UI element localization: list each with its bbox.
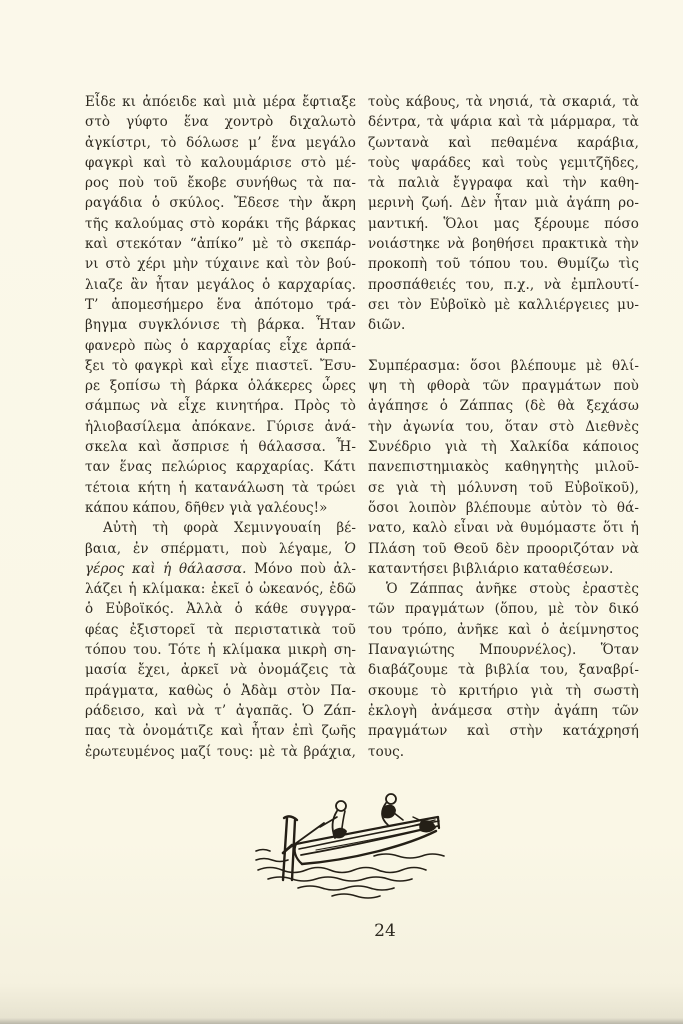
text-segment: βαια, ἐν σπέρματι, ποὺ λέγαμε,	[85, 540, 345, 557]
text-line	[368, 518, 639, 538]
text-line	[368, 173, 639, 193]
text-segment: στὸ γύφτο ἕνα χοντρὸ διχαλωτὸ	[85, 114, 356, 131]
text-line	[368, 742, 639, 762]
text-segment: μασία ἔχει, ἀρκεῖ νὰ ὀνομάζεις τὰ	[85, 662, 356, 679]
text-segment: Συνέδριο γιὰ τὴ Χαλκίδα κάποιος	[368, 439, 639, 456]
text-segment: ράδεισο, καὶ νὰ τ’ ἀγαπᾶς. Ὁ Ζάπ-	[85, 702, 356, 719]
text-line	[368, 214, 639, 234]
text-segment: ἀγκίστρι, τὸ δόλωσε μ’ ἕνα μεγάλο	[85, 134, 356, 151]
text-line	[368, 193, 639, 213]
text-line	[85, 234, 356, 254]
text-line	[85, 599, 356, 619]
text-segment: Ὁ Ζάππας ἀνῆκε στοὺς ἐραστὲς	[386, 581, 639, 598]
text-segment: βηγμα συγκλόνισε τὴ βάρκα. Ἦταν	[85, 317, 356, 334]
text-segment: γέρος καὶ ἡ θάλασσα.	[85, 560, 247, 577]
text-segment: σκελα καὶ ἄσπρισε ἡ θάλασσα. Ἦ-	[85, 439, 356, 456]
text-line	[368, 701, 639, 721]
text-segment: πράγματα, καθὼς ὁ Ἀδὰμ στὸν Πα-	[85, 682, 356, 699]
text-columns	[85, 92, 639, 762]
right-column	[368, 92, 639, 762]
text-segment: Εἶδε κι ἀπόειδε καὶ μιὰ μέρα ἔφτιαξε	[85, 94, 356, 110]
text-segment: πανεπιστημιακὸς καθηγητὴς μιλοῦ-	[368, 459, 639, 476]
text-line	[368, 478, 639, 498]
text-line	[368, 660, 639, 680]
text-line	[85, 660, 356, 680]
text-segment: Τ’ ἀπομεσήμερο ἕνα ἀπότομο τρά-	[85, 296, 356, 313]
text-line	[368, 437, 639, 457]
text-segment: ἐρωτευμένος μαζί τους: μὲ τὰ βράχια,	[85, 743, 356, 760]
text-segment: ταν ἕνας πελώριος καρχαρίας. Κάτι	[85, 459, 356, 476]
text-segment: σει τὸν Εὐβοϊκὸ μὲ καλλιέργειες μυ-	[368, 296, 639, 313]
text-segment: τὰ παλιὰ ἔγγραφα καὶ τὴν καθη-	[368, 175, 639, 192]
text-segment: Πλάση τοῦ Θεοῦ δὲν προοριζόταν νὰ	[368, 540, 639, 557]
text-line	[368, 315, 639, 335]
text-line	[368, 153, 639, 173]
text-segment: διῶν.	[368, 317, 406, 334]
text-line	[368, 396, 639, 416]
text-segment: τους.	[368, 743, 405, 760]
text-segment: σε γιὰ τὴ μόλυνση τοῦ Εὐβοϊκοῦ),	[368, 479, 639, 496]
text-segment: πραγμάτων καὶ στὴν κατάχρησή	[368, 723, 639, 740]
text-line	[368, 640, 639, 660]
text-line	[85, 478, 356, 498]
text-line	[368, 336, 639, 356]
text-segment: πας τὰ ὀνομάτιζε καὶ ἦταν ἐπὶ ζωῆς	[85, 723, 356, 740]
text-line	[85, 742, 356, 762]
text-line	[85, 376, 356, 396]
text-segment: ἡλιοβασίλεμα ἀπόκανε. Γύρισε ἀνά-	[85, 418, 356, 435]
text-line	[85, 193, 356, 213]
text-segment: σκουμε τὸ κριτήριο γιὰ τὴ σωστὴ	[368, 682, 639, 699]
text-segment: τοὺς κάβους, τὰ νησιά, τὰ σκαριά, τὰ	[368, 94, 639, 110]
text-line	[85, 579, 356, 599]
text-line	[85, 254, 356, 274]
text-segment: τῆς καλούμας στὸ κοράκι τῆς βάρκας	[85, 215, 356, 232]
text-segment: μερινὴ ζωή. Δὲν ἦταν μιὰ ἀγάπη ρο-	[368, 195, 639, 212]
text-segment: διαβάζουμε τὰ βιβλία του, ξαναβρί-	[368, 662, 639, 679]
text-line	[85, 356, 356, 376]
text-line	[85, 173, 356, 193]
text-segment: προσπάθειές του, π.χ., νὰ ἐμπλουτί-	[368, 276, 639, 293]
text-line	[85, 336, 356, 356]
text-line	[368, 599, 639, 619]
text-line	[368, 721, 639, 741]
text-segment: τέτοια κήτη ἡ κατανάλωση τὰ τρώει	[85, 479, 356, 496]
text-line	[368, 356, 639, 376]
text-line	[85, 153, 356, 173]
text-line	[368, 620, 639, 640]
left-column	[85, 92, 356, 762]
text-line	[368, 112, 639, 132]
text-line	[85, 92, 356, 112]
text-segment: ὅσοι λοιπὸν βλέπουμε αὐτὸν τὸ θά-	[368, 499, 639, 516]
text-line	[85, 417, 356, 437]
text-line	[85, 457, 356, 477]
text-segment: τόπου του. Τότε ἡ κλίμακα μικρὴ ση-	[85, 642, 356, 659]
text-segment: ἐκλογὴ ἀνάμεσα στὴν ἀγάπη τῶν	[368, 702, 639, 719]
text-line	[85, 539, 356, 559]
text-segment: ρε ξοπίσω τὴ βάρκα ὁλάκερες ὧρες	[85, 378, 356, 395]
text-segment: τοὺς ψαράδες καὶ τοὺς γεμιτζῆδες,	[368, 154, 639, 171]
text-segment: μαντική. Ὅλοι μας ξέρουμε πόσο	[368, 215, 639, 232]
text-line	[368, 234, 639, 254]
text-segment: ἀγάπησε ὁ Ζάππας (δὲ θὰ ξεχάσω	[368, 398, 639, 415]
text-segment: λάζει ἡ κλίμακα: ἐκεῖ ὁ ὠκεανός, ἐδῶ	[85, 581, 356, 598]
text-segment: φέας ἐξιστορεῖ τὰ περιστατικὰ τοῦ	[85, 621, 356, 638]
text-line	[368, 559, 639, 579]
text-segment: ζωντανὰ καὶ πεθαμένα καράβια,	[368, 134, 639, 151]
text-segment: ξει τὸ φαγκρὶ καὶ εἶχε πιαστεῖ. Ἔσυ-	[85, 357, 356, 374]
text-line	[85, 518, 356, 538]
text-line	[368, 681, 639, 701]
text-line	[85, 437, 356, 457]
text-line	[85, 112, 356, 132]
text-segment: τῶν πραγμάτων (ὅπου, μὲ τὸν δικό	[368, 601, 639, 618]
text-segment: προκοπὴ τοῦ τόπου του. Θυμίζω τὶς	[368, 256, 639, 273]
page-number: 24	[374, 921, 396, 941]
text-line	[85, 315, 356, 335]
text-segment: φαγκρὶ καὶ τὸ καλουμάρισε στὸ μέ-	[85, 154, 356, 171]
text-line	[85, 620, 356, 640]
text-segment: Αὐτὴ τὴ φορὰ Χεμινγουαίη βέ-	[103, 520, 356, 537]
text-line	[85, 133, 356, 153]
text-line	[85, 681, 356, 701]
text-segment: ὁ Εὐβοϊκός. Ἀλλὰ ὁ κάθε συγγρα-	[85, 601, 356, 618]
text-segment: καὶ στεκόταν “ἀπίκο” μὲ τὸ σκεπάρ-	[85, 236, 356, 253]
text-line	[368, 417, 639, 437]
text-line	[85, 640, 356, 660]
text-segment: του τρόπο, ἀνῆκε καὶ ὁ ἀείμνηστος	[368, 621, 639, 638]
text-segment: Ὁ	[344, 540, 356, 557]
text-line	[368, 275, 639, 295]
text-segment: σάμπως νὰ εἶχε κινητήρα. Πρὸς τὸ	[85, 398, 356, 415]
text-segment: δέντρα, τὰ ψάρια καὶ τὰ μάρμαρα, τὰ	[368, 114, 639, 131]
text-segment: τὴν ἀγωνία του, ὅταν στὸ Διεθνὲς	[368, 418, 639, 435]
text-line	[85, 295, 356, 315]
text-segment: Παναγιώτης Μπουρνέλος). Ὅταν	[368, 642, 639, 659]
text-line	[85, 559, 356, 579]
text-segment: νοιάστηκε νὰ βοηθήσει πρακτικὰ τὴν	[368, 236, 639, 253]
text-line	[368, 579, 639, 599]
text-line	[368, 295, 639, 315]
text-line	[368, 92, 639, 112]
text-line	[368, 254, 639, 274]
text-segment: νι στὸ χέρι μὴν τύχαινε καὶ τὸν βού-	[85, 256, 356, 273]
text-segment: κάπου κάπου, δῆθεν γιὰ γαλέους!»	[85, 499, 328, 516]
text-segment: ρος ποὺ τοῦ ἔκοβε συνήθως τὰ πα-	[85, 175, 356, 192]
text-segment: λιαζε ἂν ἦταν μεγάλος ὁ καρχαρίας.	[85, 276, 356, 293]
text-segment: ραγάδια ὁ σκύλος. Ἔδεσε τὴν ἄκρη	[85, 195, 356, 212]
text-segment: ψη τὴ φθορὰ τῶν πραγμάτων ποὺ	[368, 378, 639, 395]
text-line	[368, 498, 639, 518]
text-line	[85, 721, 356, 741]
text-segment: φανερὸ πὼς ὁ καρχαρίας εἶχε ἁρπά-	[85, 337, 356, 354]
text-line	[368, 457, 639, 477]
text-line	[368, 376, 639, 396]
text-line	[368, 133, 639, 153]
text-line	[85, 214, 356, 234]
text-segment: νατο, καλὸ εἶναι νὰ θυμόμαστε ὅτι ἡ	[368, 520, 639, 537]
text-line	[85, 701, 356, 721]
text-segment: Συμπέρασμα: ὅσοι βλέπουμε μὲ θλί-	[368, 357, 639, 374]
text-line	[85, 396, 356, 416]
text-segment: καταντήσει βιβλιάριο καταθέσεων.	[368, 560, 614, 577]
text-line	[368, 539, 639, 559]
text-line	[85, 275, 356, 295]
text-segment: Μόνο ποὺ ἀλ-	[246, 560, 356, 577]
boat-illustration	[254, 786, 450, 902]
text-line	[85, 498, 356, 518]
